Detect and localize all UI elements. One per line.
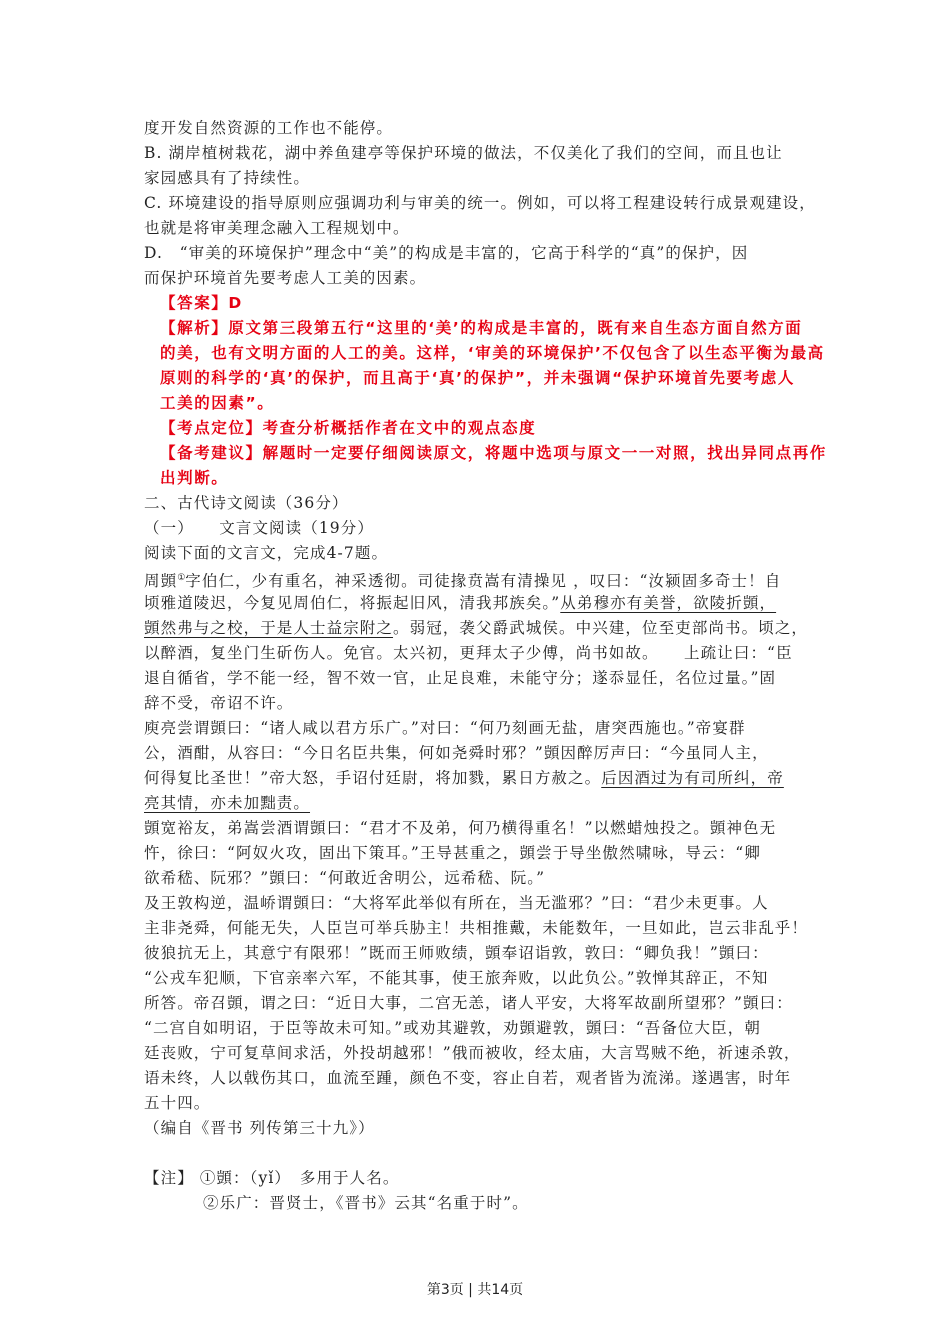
text-line — [144, 1091, 844, 1116]
answer-line — [144, 316, 844, 341]
text-segment: 语未终，人以戟伤其口，血流至踵，颜色不变，容止自若，观者皆为流涕。遂遇害，时年 — [144, 1069, 792, 1087]
text-line — [144, 616, 844, 641]
text-segment: C. 环境建设的指导原则应强调功利与审美的统一。例如，可以将工程建设转行成景观建设， — [144, 194, 816, 212]
text-line — [144, 766, 844, 791]
text-line — [144, 1141, 844, 1166]
text-line — [144, 266, 844, 291]
footnote-marker: ① — [177, 573, 186, 583]
text-segment: 字伯仁，少有重名，神采透彻。司徒掾贲嵩有清操见 ，叹曰：“汝颍固多奇士！自 — [185, 572, 782, 590]
text-line — [144, 841, 844, 866]
text-line — [144, 916, 844, 941]
text-line — [144, 791, 844, 816]
text-line — [144, 491, 844, 516]
text-line — [144, 691, 844, 716]
text-line — [144, 166, 844, 191]
underlined-text: 从弟穆亦有美誉，欲陵折顗， — [560, 594, 777, 612]
text-line — [144, 241, 844, 266]
text-segment: 五十四。 — [144, 1094, 211, 1112]
text-line — [144, 1016, 844, 1041]
text-segment: 主非尧舜，何能无失，人臣岂可举兵胁主！共相推戴，未能数年，一旦如此，岂云非乱乎！ — [144, 919, 809, 937]
text-segment: 原则的科学的‘真’的保护，而且高于‘真’的保护”，并未强调“保护环境首先要考虑人 — [160, 369, 795, 387]
text-segment: 也就是将审美理念融入工程规划中。 — [144, 219, 410, 237]
text-line — [144, 941, 844, 966]
text-segment: 【备考建议】解题时一定要仔细阅读原文，将题中选项与原文一一对照，找出异同点再作 — [160, 444, 827, 462]
text-line — [144, 891, 844, 916]
text-line — [144, 566, 844, 591]
text-segment: 庾亮尝谓顗曰：“诸人咸以君方乐广。”对曰：“何乃刻画无盐，唐突西施也。”帝宴群 — [144, 719, 746, 737]
text-line — [144, 1191, 844, 1216]
text-line — [144, 1116, 844, 1141]
text-segment: 彼狼抗无上，其意宁有限邪！”既而王师败绩，顗奉诏诣敦，敦曰：“卿负我！”顗曰： — [144, 944, 769, 962]
text-segment: 度开发自然资源的工作也不能停。 — [144, 119, 394, 137]
text-segment: D. “审美的环境保护”理念中“美”的构成是丰富的，它高于科学的“真”的保护，因 — [144, 244, 749, 262]
text-segment: “公戎车犯顺，下官亲率六军，不能其事，使王旅奔败，以此负公。”敦惮其辞正，不知 — [144, 969, 769, 987]
text-segment: 【答案】D — [160, 294, 243, 312]
text-line — [144, 741, 844, 766]
text-line — [144, 716, 844, 741]
text-line — [144, 116, 844, 141]
text-segment: 工美的因素”。 — [160, 394, 275, 412]
text-line — [144, 991, 844, 1016]
text-segment: 忤，徐曰：“阿奴火攻，固出下策耳。”王导甚重之，顗尝于导坐傲然啸咏，导云：“卿 — [144, 844, 761, 862]
text-segment: 廷丧败，宁可复草间求活，外投胡越邪！”俄而被收，经太庙，大言骂贼不绝，祈速杀敦， — [144, 1044, 801, 1062]
text-line — [144, 191, 844, 216]
text-line — [144, 666, 844, 691]
text-segment: 欲希嵇、阮邪？”顗曰：“何敢近舍明公，远希嵇、阮。” — [144, 869, 546, 887]
text-line — [144, 1066, 844, 1091]
text-segment: 【解析】原文第三段第五行“这里的‘美’的构成是丰富的，既有来自生态方面自然方面 — [160, 319, 803, 337]
text-segment: 家园感具有了持续性。 — [144, 169, 311, 187]
text-segment: “二宫自如明诏，于臣等故未可知。”或劝其避敦，劝顗避敦，顗曰：“吾备位大臣，朝 — [144, 1019, 761, 1037]
text-segment: 的美，也有文明方面的人工的美。这样，‘审美的环境保护’不仅包含了以生态平衡为最高 — [160, 344, 825, 362]
text-segment: 公，酒酣，从容曰：“今日名臣共集，何如尧舜时邪？”顗因醉厉声曰：“今虽同人主， — [144, 744, 769, 762]
text-line — [144, 516, 844, 541]
text-line — [144, 141, 844, 166]
text-line — [144, 1166, 844, 1191]
text-segment: 出判断。 — [160, 469, 229, 487]
page-footer: 第3页 | 共14页 — [426, 1282, 524, 1298]
text-segment: （一） 文言文阅读（19分） — [144, 519, 374, 537]
text-line — [144, 816, 844, 841]
answer-line — [144, 416, 844, 441]
underlined-text: 顗然弗与之校，于是人士益宗附之 — [144, 619, 394, 637]
text-line — [144, 866, 844, 891]
text-segment: 【考点定位】考查分析概括作者在文中的观点态度 — [160, 419, 537, 437]
text-line — [144, 541, 844, 566]
text-segment: 辞不受，帝诏不许。 — [144, 694, 294, 712]
text-segment: 而保护环境首先要考虑人工美的因素。 — [144, 269, 427, 287]
text-line — [144, 591, 844, 616]
text-line — [144, 1041, 844, 1066]
text-line — [144, 966, 844, 991]
text-segment: 阅读下面的文言文，完成4-7题。 — [144, 544, 389, 562]
document-body — [144, 116, 844, 1216]
text-segment: 顷雅道陵迟，今复见周伯仁，将振起旧风，清我邦族矣。” — [144, 594, 561, 612]
answer-line — [144, 291, 844, 316]
text-segment: 二、古代诗文阅读（36分） — [144, 494, 349, 512]
text-segment: （编自《晋书 列传第三十九》） — [144, 1119, 375, 1137]
text-segment: 。弱冠，袭父爵武城侯。中兴建，位至吏部尚书。顷之， — [393, 619, 809, 637]
text-segment: 退自循省，学不能一经，智不效一官，止足良难，未能守分；遂忝显任，名位过量。”固 — [144, 669, 777, 687]
underlined-text: 亮其情，亦未加黜责。 — [144, 794, 311, 812]
answer-line — [144, 391, 844, 416]
text-segment: 及王敦构逆，温峤谓顗曰：“大将军此举似有所在，当无滥邪？”曰：“君少未更事。人 — [144, 894, 769, 912]
text-segment: B. 湖岸植树栽花，湖中养鱼建亭等保护环境的做法，不仅美化了我们的空间，而且也让 — [144, 144, 783, 162]
underlined-text: 后因酒过为有司所纠，帝 — [601, 769, 784, 787]
answer-line — [144, 366, 844, 391]
text-segment: 以醉酒，复坐门生斫伤人。免官。太兴初，更拜太子少傅，尚书如故。 上疏让曰：“臣 — [144, 644, 793, 662]
text-segment: 何得复比圣世！”帝大怒，手诏付廷尉，将加戮，累日方赦之。 — [144, 769, 602, 787]
text-line — [144, 216, 844, 241]
text-segment: 【注】 ①顗：（yǐ） 多用于人名。 — [144, 1169, 400, 1187]
text-segment: 周顗 — [144, 572, 178, 590]
text-segment: ②乐广：晋贤士，《晋书》云其“名重于时”。 — [203, 1194, 529, 1212]
answer-line — [144, 441, 844, 466]
text-segment: 顗宽裕友，弟嵩尝酒谓顗曰：“君才不及弟，何乃横得重名！”以燃蜡烛投之。顗神色无 — [144, 819, 777, 837]
answer-line — [144, 466, 844, 491]
text-line — [144, 641, 844, 666]
answer-line — [144, 341, 844, 366]
text-segment: 所答。帝召顗，谓之曰：“近日大事，二宫无恙，诸人平安，大将军故副所望邪？”顗曰： — [144, 994, 793, 1012]
